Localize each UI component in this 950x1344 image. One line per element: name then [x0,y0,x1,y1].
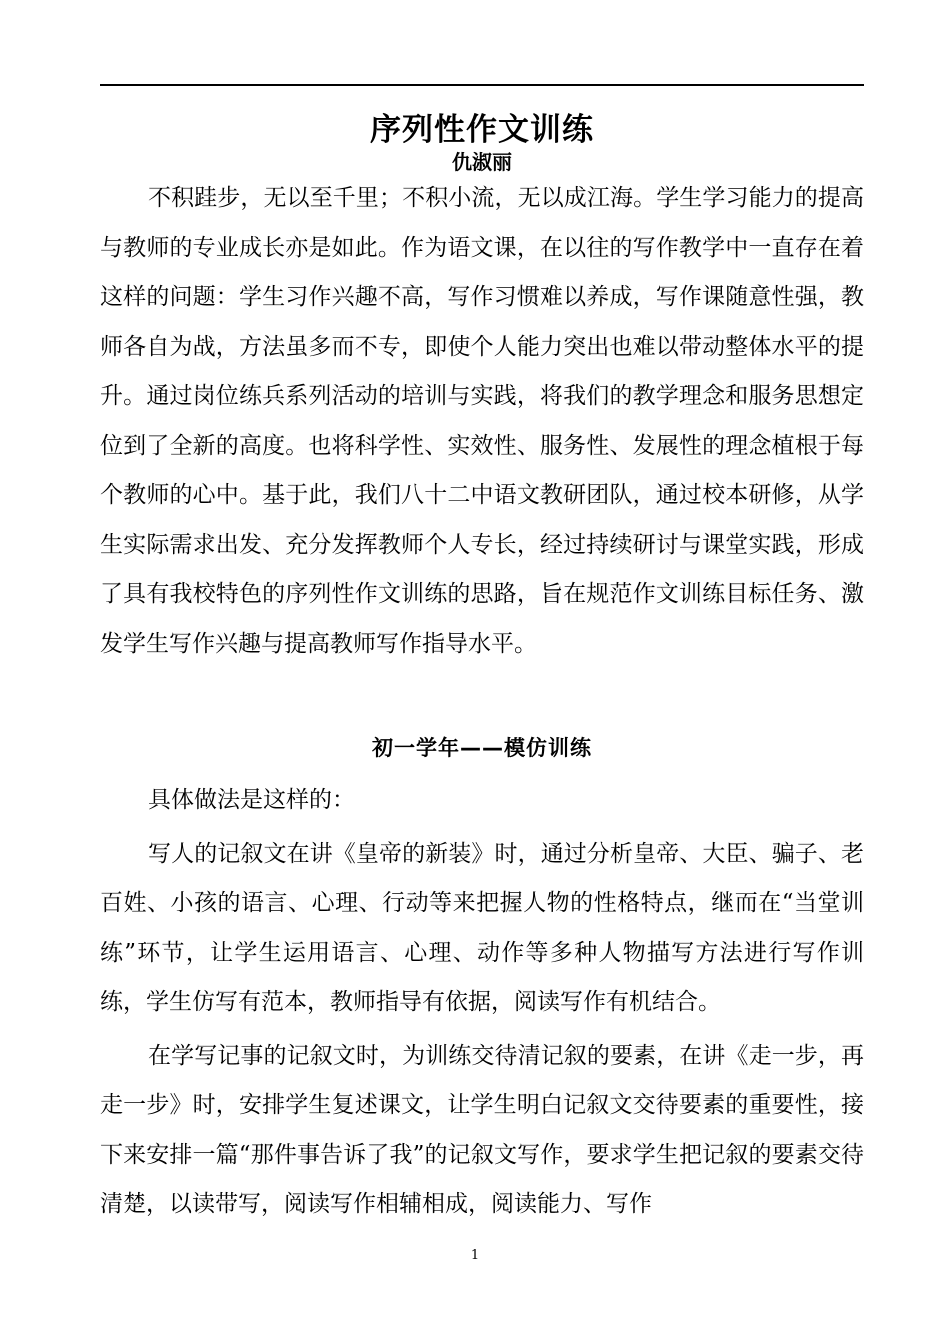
document-title: 序列性作文训练 [370,112,594,148]
page-number: 1 [470,1248,480,1263]
body-paragraph: 在学写记事的记叙文时，为训练交待清记叙的要素，在讲《走一步，再走一步》时，安排学生复述课文，让学生明白记叙文交待要素的重要性，接下来安排一篇“那件事告诉了我”的记叙文写作，要求学生把记叙的要素交待清楚，以读带写，阅读写作相辅相成，阅读能力、写作 [100,1042,864,1217]
header-rule [100,84,864,86]
section-body [100,776,864,1230]
body-paragraph: 写人的记叙文在讲《皇帝的新装》时，通过分析皇帝、大臣、骗子、老百姓、小孩的语言、心理、行动等来把握人物的性格特点，继而在“当堂训练”环节，让学生运用语言、心理、动作等多种人物描写方法进行写作训练，学生仿写有范本，教师指导有依据，阅读写作有机结合。 [100,840,864,1015]
body-paragraph: 具体做法是这样的： [148,787,355,813]
author-name: 仇淑丽 [452,150,512,174]
intro-section [100,174,864,669]
intro-paragraph: 不积跬步，无以至千里；不积小流，无以成江海。学生学习能力的提高与教师的专业成长亦是如此。作为语文课，在以往的写作教学中一直存在着这样的问题：学生习作兴趣不高，写作习惯难以养成，写作课随意性强，教师各自为战，方法虽多而不专，即使个人能力突出也难以带动整体水平的提升。通过岗位练兵系列活动的培训与实践，将我们的教学理念和服务思想定位到了全新的高度。也将科学性、实效性、服务性、发展性的理念植根于每个教师的心中。基于此，我们八十二中语文教研团队，通过校本研修，从学生实际需求出发、充分发挥教师个人专长，经过持续研讨与课堂实践，形成了具有我校特色的序列性作文训练的思路，旨在规范作文训练目标任务、激发学生写作兴趣与提高教师写作指导水平。 [100,185,864,657]
section-heading: 初一学年——模仿训练 [372,736,592,760]
